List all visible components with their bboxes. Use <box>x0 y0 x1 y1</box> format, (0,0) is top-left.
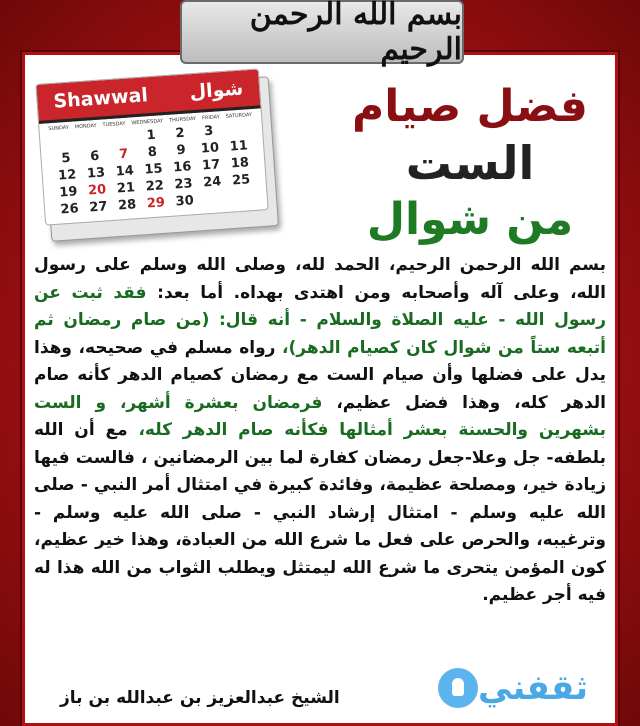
calendar-day: 13 <box>86 165 106 182</box>
calendar-day: 23 <box>173 176 194 193</box>
calendar-day: 28 <box>117 197 137 214</box>
calendar-day: 1 <box>146 127 157 144</box>
paragraph-explanation: رواه مسلم في صحيحه، وهذا يدل على فضلها وأن صيام الست مع رمضان كصيام الدهر كأنه صام الدهر كله، وهذا فضل عظيم، <box>34 337 606 413</box>
calendar-day: 29 <box>146 195 166 212</box>
calendar-day: 19 <box>58 184 78 201</box>
calendar-day <box>199 191 229 208</box>
calendar-day: 10 <box>200 140 220 157</box>
calendar-day: 15 <box>144 161 164 178</box>
page-title <box>340 80 600 248</box>
calendar-day <box>107 129 137 146</box>
weekday-label: FRIDAY <box>201 114 220 122</box>
site-logo[interactable] <box>430 660 620 716</box>
calendar-day: 11 <box>229 138 249 155</box>
calendar-day <box>227 189 257 206</box>
weekday-label: TUESDAY <box>102 120 126 129</box>
weekday-label: MONDAY <box>74 122 97 131</box>
calendar-day <box>79 131 109 148</box>
weekday-label: SUNDAY <box>48 124 70 133</box>
calendar-day <box>223 121 253 138</box>
author-signature: الشيخ عبدالعزيز بن عبدالله بن باز <box>60 688 340 708</box>
calendar-day: 5 <box>60 150 72 167</box>
calendar-day: 7 <box>118 146 129 163</box>
calendar-day: 27 <box>88 199 108 216</box>
calendar-day: 9 <box>176 142 187 159</box>
calendar-day: 22 <box>145 178 165 195</box>
bismillah-banner <box>180 0 464 67</box>
weekday-label: SATURDAY <box>225 111 253 120</box>
logo-text: ثقفني <box>478 668 588 708</box>
paragraph-intro: بسم الله الرحمن الرحيم، الحمد لله، وصلى الله وسلم على رسول الله، وعلى آله وأصحابه ومن اهتدى بهداه. أما بعد: <box>34 255 606 303</box>
paragraph-hadith: فقد ثبت عن رسول الله - عليه الصلاة والسلام - أنه قال: (من صام رمضان ثم أتبعه ستاً من شوال كان كصيام الدهر)، <box>34 282 606 358</box>
paragraph-conclusion: مع أن الله بلطفه- جل وعلا-جعل رمضان كفارة لما بين الرمضانين ، فالست فيها زيادة خير، ومصلحة عظيمة، وفائدة كبيرة في امتثال أمر النبي - صلى الله عليه وسلم - امتثال إرشاد النبي - صلى الله عليه وسلم - وترغيبه، والحرص على فعل ما شرع الله من العبادة، وهذا خير عظيم، كون المؤمن يتحرى ما شرع الله ليمتثل ويطلب الثواب من الله هذا له فيه أجر عظيم. <box>34 420 606 605</box>
title-line-1: فضل صيام <box>351 81 588 132</box>
calendar-day: 20 <box>87 182 107 199</box>
calendar-day <box>50 133 80 150</box>
calendar-day: 12 <box>57 167 77 184</box>
article-body <box>34 252 606 610</box>
weekday-label: WEDNESDAY <box>131 118 164 127</box>
calendar-day: 8 <box>147 144 158 161</box>
calendar-day: 30 <box>175 193 195 210</box>
calendar-illustration <box>40 70 275 235</box>
calendar-day: 14 <box>115 163 135 180</box>
calendar-day: 26 <box>60 201 80 218</box>
calendar-day: 6 <box>89 148 100 165</box>
calendar-day: 18 <box>230 155 250 172</box>
calendar-page <box>35 68 268 225</box>
title-line-3: من شوال <box>366 194 574 245</box>
paragraph-reward: فرمضان بعشرة أشهر، و الست بشهرين والحسنة بعشر أمثالها فكأنه صام الدهر كله، <box>34 392 606 440</box>
lightbulb-icon <box>438 668 478 708</box>
calendar-day: 17 <box>201 157 221 174</box>
bismillah-text: بسم الله الرحمن الرحيم <box>249 0 462 67</box>
calendar-day: 25 <box>231 172 251 189</box>
calendar-day: 2 <box>174 125 186 142</box>
calendar-grid <box>40 120 267 218</box>
calendar-day: 21 <box>116 180 136 197</box>
calendar-day: 16 <box>172 159 192 176</box>
calendar-day: 24 <box>202 174 222 191</box>
month-name-ar: شوال <box>188 77 244 104</box>
calendar-day: 3 <box>203 123 214 140</box>
month-name-en: Shawwal <box>52 84 149 113</box>
weekday-label: THURSDAY <box>168 115 197 124</box>
title-line-2: الست <box>405 136 535 190</box>
